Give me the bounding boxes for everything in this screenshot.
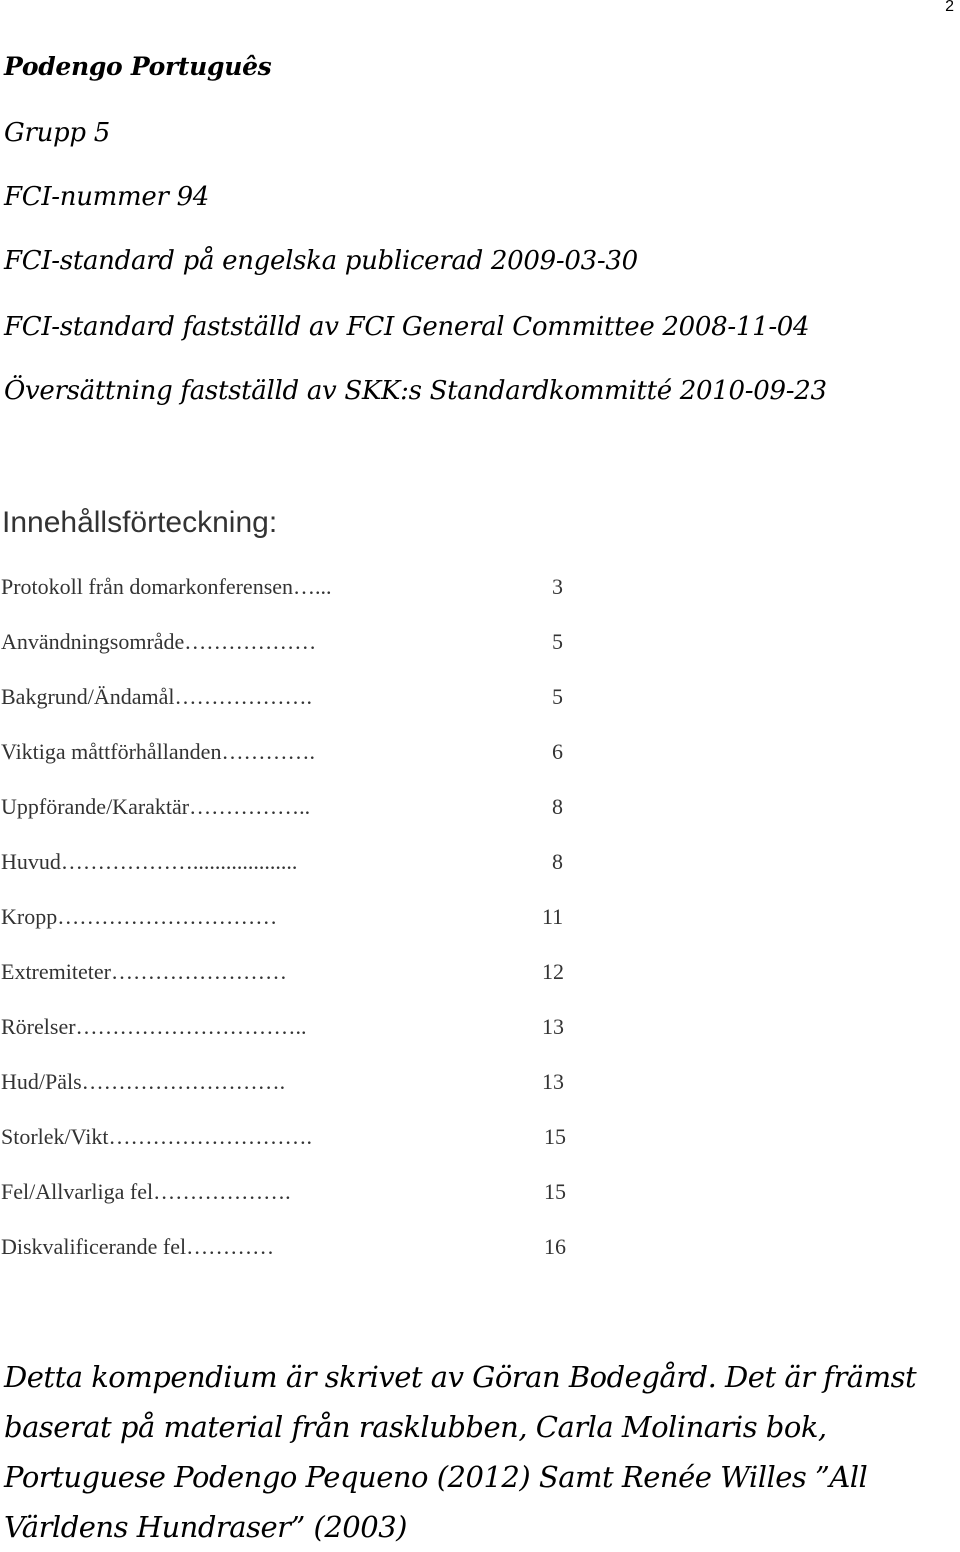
toc-entry-page: 16 [544,1234,566,1259]
toc-entry-label: Användningsområde……………… [1,629,317,654]
toc-title: Innehållsförteckning: [2,506,278,539]
toc-entry-page: 8 [552,849,563,874]
toc-entry [0,739,600,769]
toc-entry-page: 15 [544,1179,566,1204]
toc-entry-page: 5 [552,684,563,709]
toc-entry [0,1124,600,1154]
translation-line: Översättning fastställd av SKK:s Standardkommitté 2010-09-23 [4,376,827,406]
toc-entry-page: 8 [552,794,563,819]
group-line: Grupp 5 [4,118,110,148]
toc-entry [0,959,600,989]
breed-title: Podengo Português [4,52,272,81]
toc-entry [0,1014,600,1044]
toc-entry [0,849,600,879]
established-line: FCI-standard fastställd av FCI General Committee 2008-11-04 [4,312,810,342]
toc-entry-label: Kropp………………………… [1,904,278,929]
toc-entry [0,1179,600,1209]
toc-entry-page: 15 [544,1124,566,1149]
toc-entry-label: Hud/Päls………………………. [1,1069,286,1094]
toc-entry-page: 3 [552,574,563,599]
toc-entry [0,629,600,659]
toc-entry-label: Extremiteter…………………… [1,959,287,984]
toc-entry [0,794,600,824]
toc-entry-label: Rörelser………………………….. [1,1014,307,1039]
toc-entry-page: 6 [552,739,563,764]
toc-entry [0,684,600,714]
toc-entry-label: Storlek/Vikt………………………. [1,1124,312,1149]
toc-entry-page: 13 [542,1069,564,1094]
toc-entry-label: Bakgrund/Ändamål………………. [1,684,313,709]
toc-entry [0,574,600,604]
toc-entry-label: Uppförande/Karaktär…………….. [1,794,311,819]
toc-entry-page: 5 [552,629,563,654]
toc-entry-page: 12 [542,959,564,984]
toc-entry [0,1234,600,1264]
toc-entry-label: Diskvalificerande fel………… [1,1234,275,1259]
toc-entry [0,1069,600,1099]
published-line: FCI-standard på engelska publicerad 2009-03-30 [4,246,638,276]
fci-number-line: FCI-nummer 94 [4,182,210,212]
toc-entry-label: Huvud………………................... [1,849,298,874]
author-note: Detta kompendium är skrivet av Göran Bodegård. Det är främst baserat på material från rasklubben, Carla Molinaris bok, Portuguese Podengo Pequeno (2012) Samt Renée Willes ”All Världens Hundraser” (2003) [4,1360,917,1544]
toc-entry-page: 11 [542,904,564,929]
toc-entry-label: Fel/Allvarliga fel………………. [1,1179,291,1204]
toc-entry-page: 13 [542,1014,564,1039]
page-number: 2 [945,0,954,15]
toc-entry [0,904,600,934]
toc-entry-label: Protokoll från domarkonferensen…... [1,574,332,599]
toc-entry-label: Viktiga måttförhållanden…………. [1,739,315,764]
